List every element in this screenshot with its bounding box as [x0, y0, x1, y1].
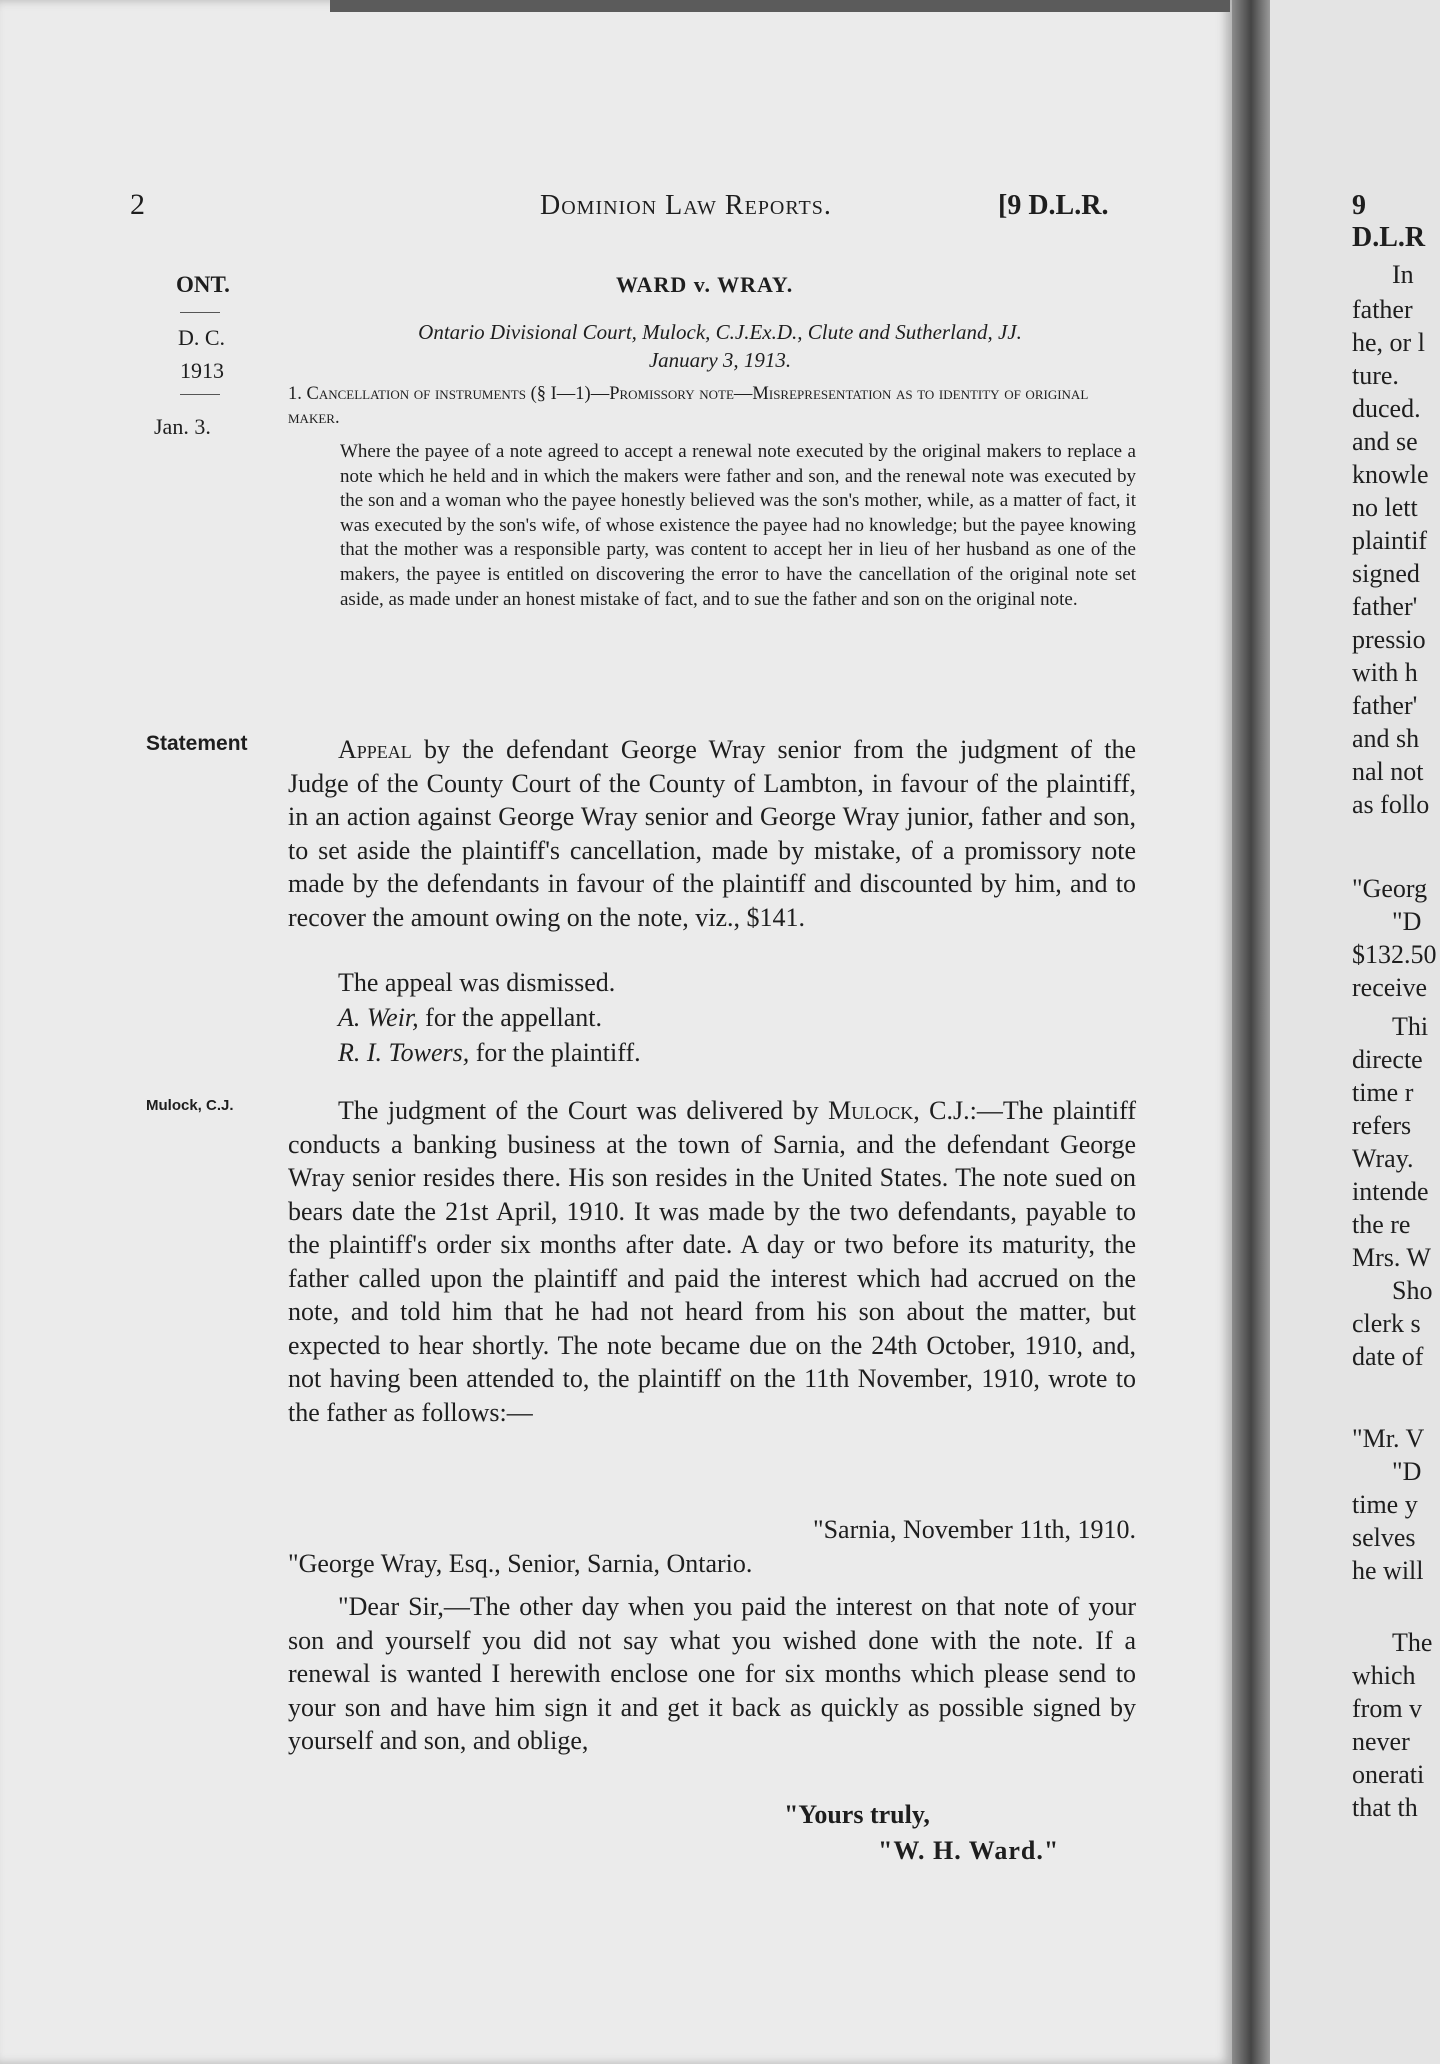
facing-page-line: intende — [1352, 1177, 1429, 1206]
counsel-appellant-name: A. Weir, — [338, 1003, 419, 1032]
margin-province: ONT. — [176, 272, 230, 297]
facing-page-line: he will — [1352, 1556, 1424, 1585]
dismissed-line: The appeal was dismissed. — [338, 968, 616, 997]
running-head: Dominion Law Reports. — [540, 190, 832, 221]
margin-year: 1913 — [180, 358, 224, 383]
facing-page-line: signed — [1352, 559, 1420, 588]
facing-page-line: time y — [1352, 1490, 1418, 1519]
judgment-intro: The judgment of the Court was delivered by — [338, 1096, 829, 1125]
volume-label: [9 D.L.R. — [998, 190, 1109, 221]
facing-page-line: knowle — [1352, 460, 1429, 489]
counsel-appellant — [338, 1003, 602, 1033]
facing-page-line: nal not — [1352, 757, 1424, 786]
facing-page-line: selves — [1352, 1523, 1416, 1552]
facing-page-line: refers — [1352, 1111, 1412, 1140]
facing-page-line: onerati — [1352, 1760, 1425, 1789]
counsel-appellant-role: for the appellant. — [418, 1003, 603, 1032]
letter-closing: "Yours truly, — [784, 1800, 930, 1829]
headnote-body: Where the payee of a note agreed to accept a renewal note executed by the original makers to replace a note which he held and in which the makers were father and son, and the renewal note was executed by the son and a woman who the payee honestly believed was the son's mother, while, as a matter of fact, it was executed by the son's wife, of whose existence the payee had no knowledge; but the payee knowing that the mother was a responsible party, was content to accept her in lieu of her husband as one of the makers, the payee is entitled on discovering the error to have the cancellation of the original note set aside, as made under an honest mistake of fact, and to sue the father and son on the original note. — [340, 441, 1136, 610]
counsel-plaintiff — [338, 1038, 641, 1068]
judgment-text: :—The plaintiff conducts a banking business at the town of Sarnia, and the defendant George Wray senior resides there. His son resides in the United States. The note sued on bears date the 21st April, 1910. It was made by the two defendants, payable to the plaintiff's order six months after date. A day or two before its maturity, the father called upon the plaintiff and paid the interest which had accrued on the note, and told him that he had not heard from his son about the matter, but expected to hear shortly. The note became due on the 24th October, 1910, and, not having been attended to, the plaintiff on the 11th November, 1910, wrote to the father as follows:— — [288, 1096, 1136, 1427]
margin-judge-label: Mulock, C.J. — [146, 1097, 234, 1114]
statement-paragraph — [288, 733, 1136, 934]
letter-place-date: "Sarnia, November 11th, 1910. — [812, 1515, 1136, 1544]
facing-page-line: as follo — [1352, 790, 1430, 819]
facing-page-line: In — [1392, 260, 1414, 289]
margin-rule — [180, 394, 220, 395]
court-line-2: January 3, 1913. — [648, 348, 792, 372]
facing-page-line: with h — [1352, 658, 1418, 687]
facing-page-line: Wray. — [1352, 1144, 1414, 1173]
facing-page-line: time r — [1352, 1078, 1414, 1107]
judgment-paragraph — [288, 1094, 1136, 1429]
facing-page-line: Thi — [1392, 1012, 1429, 1041]
facing-page-line: from v — [1352, 1694, 1423, 1723]
facing-page-line: directe — [1352, 1045, 1423, 1074]
margin-rule — [180, 312, 220, 313]
margin-court: D. C. — [178, 325, 226, 350]
facing-page-line: The — [1392, 1628, 1433, 1657]
facing-page-line: duced. — [1352, 394, 1421, 423]
facing-page-line: $132.50 — [1352, 940, 1437, 969]
facing-page-line: date of — [1352, 1342, 1424, 1371]
facing-page-line: ture. — [1352, 361, 1399, 390]
appeal-text: by the defendant George Wray senior from the judgment of the Judge of the County Court of the County of Lambton, in favour of the plaintiff, in an action against George Wray senior and George Wray junior, father and son, to set aside the plaintiff's cancellation, made by mistake, of a promissory note made by the defendants in favour of the plaintiff and discounted by him, and to recover the amount owing on the note, viz., $141. — [288, 735, 1136, 932]
margin-date: Jan. 3. — [154, 414, 211, 439]
facing-page-line: and sh — [1352, 724, 1420, 753]
court-line-1: Ontario Divisional Court, Mulock, C.J.Ex.D., Clute and Sutherland, JJ. — [418, 320, 1022, 344]
facing-page-line: pressio — [1352, 625, 1426, 654]
letter-signature: "W. H. Ward." — [878, 1836, 1060, 1865]
headnote-title: 1. Cancellation of instruments (§ I—1)—Promissory note—Misrepresentation as to identity of original maker. — [288, 384, 1089, 428]
facing-page-line: that th — [1352, 1793, 1418, 1822]
scan-edge — [330, 0, 1230, 12]
facing-page-line: never — [1352, 1727, 1410, 1756]
facing-page-header: 9 D.L.R — [1352, 190, 1426, 253]
facing-page-line: father' — [1352, 691, 1418, 720]
margin-statement-label: Statement — [146, 732, 248, 755]
facing-page-line: father' — [1352, 592, 1418, 621]
facing-page-line: "D — [1392, 907, 1422, 936]
judgment-judge: Mulock, C.J. — [828, 1096, 970, 1125]
facing-page-line: Sho — [1392, 1276, 1433, 1305]
facing-page-line: no lett — [1352, 493, 1418, 522]
counsel-plaintiff-name: R. I. Towers, — [338, 1038, 470, 1067]
counsel-plaintiff-role: for the plaintiff. — [469, 1038, 641, 1067]
facing-page-line: which — [1352, 1661, 1416, 1690]
book-gutter — [1232, 0, 1270, 2064]
appeal-lead: Appeal — [338, 735, 412, 764]
facing-page-line: receive — [1352, 973, 1428, 1002]
facing-page-line: "Georg — [1352, 874, 1428, 903]
facing-page-line: "Mr. V — [1352, 1424, 1425, 1453]
facing-page-line: he, or l — [1352, 328, 1425, 357]
facing-page-line: the re — [1352, 1210, 1411, 1239]
facing-page-line: "D — [1392, 1457, 1422, 1486]
letter-body: "Dear Sir,—The other day when you paid the interest on that note of your son and yourself you did not say what you wished done with the note. If a renewal is wanted I herewith enclose one for six months which please send to your son and have him sign it and get it back as quickly as possible signed by yourself and son, and oblige, — [288, 1592, 1136, 1755]
court-line — [320, 318, 1120, 374]
facing-page-line: clerk s — [1352, 1309, 1421, 1338]
page-number: 2 — [130, 188, 145, 221]
facing-page-line: Mrs. W — [1352, 1243, 1431, 1272]
letter-addressee: "George Wray, Esq., Senior, Sarnia, Ontario. — [288, 1549, 753, 1578]
facing-page-line: plaintif — [1352, 526, 1428, 555]
facing-page-line: father — [1352, 295, 1413, 324]
case-title: WARD v. WRAY. — [616, 272, 794, 297]
facing-page-line: and se — [1352, 427, 1418, 456]
